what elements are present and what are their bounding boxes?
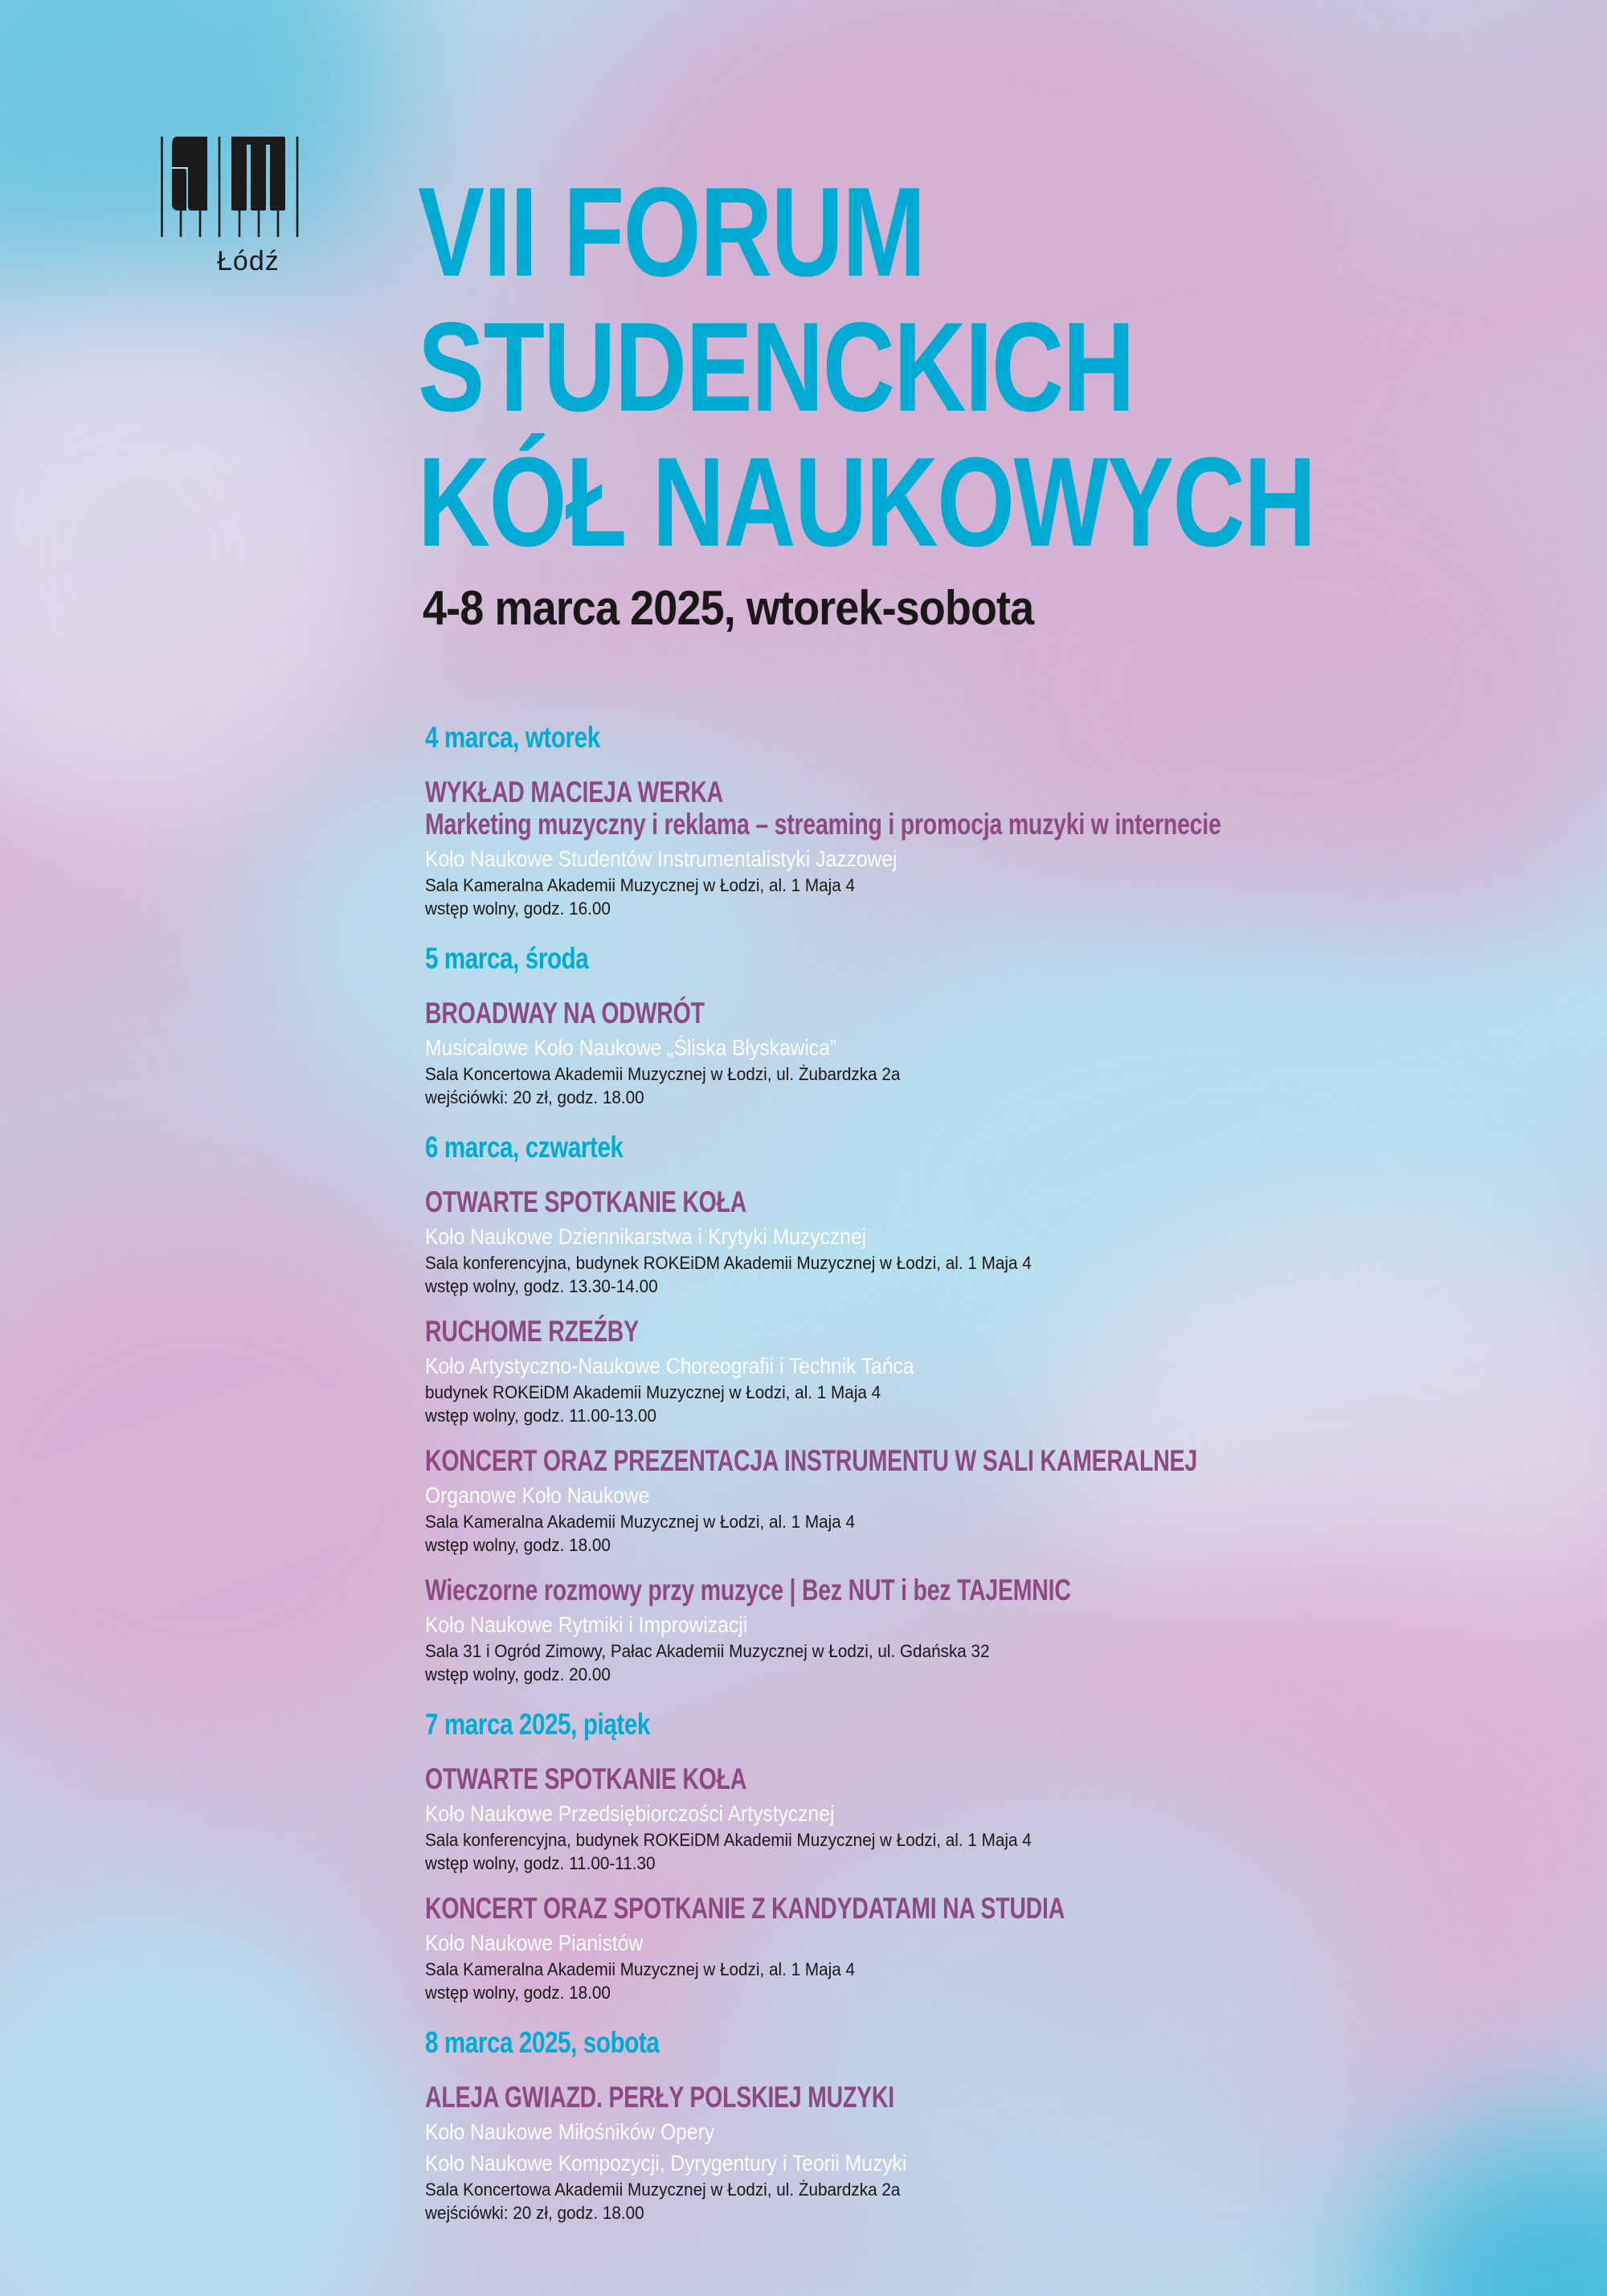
event-item <box>425 1893 1550 2004</box>
event-title: OTWARTE SPOTKANIE KOŁA <box>425 1762 747 1795</box>
day-heading: 6 marca, czwartek <box>425 1131 624 1164</box>
event-title: Wieczorne rozmowy przy muzyce | Bez NUT i bez TAJEMNIC <box>425 1574 1071 1606</box>
day-heading: 7 marca 2025, piątek <box>425 1708 650 1741</box>
event-club: Koło Naukowe Rytmiki i Improwizacji <box>425 1612 748 1637</box>
event-item <box>425 776 1550 920</box>
event-title: KONCERT ORAZ PREZENTACJA INSTRUMENTU W SALI KAMERALNEJ <box>425 1444 1197 1477</box>
event-venue: Sala Kameralna Akademii Muzycznej w Łodzi, al. 1 Maja 4 <box>425 1512 856 1532</box>
event-venue: Sala Koncertowa Akademii Muzycznej w Łodzi, ul. Żubardzka 2a <box>425 1064 901 1084</box>
event-venue: Sala konferencyjna, budynek ROKEiDM Akademii Muzycznej w Łodzi, al. 1 Maja 4 <box>425 1830 1032 1850</box>
academy-logo <box>161 137 299 241</box>
event-title: BROADWAY NA ODWRÓT <box>425 997 705 1029</box>
event-info: wstęp wolny, godz. 11.00-11.30 <box>425 1853 656 1873</box>
event-venue: Sala 31 i Ogród Zimowy, Pałac Akademii Muzycznej w Łodzi, ul. Gdańska 32 <box>425 1641 990 1661</box>
event-club: Koło Naukowe Pianistów <box>425 1930 644 1955</box>
day-heading: 4 marca, wtorek <box>425 721 600 754</box>
event-subtitle: Marketing muzyczny i reklama – streaming i promocja muzyki w internecie <box>425 808 1221 841</box>
event-club: Koło Naukowe Kompozycji, Dyrygentury i Teorii Muzyki <box>425 2151 907 2175</box>
event-venue: Sala konferencyjna, budynek ROKEiDM Akademii Muzycznej w Łodzi, al. 1 Maja 4 <box>425 1253 1032 1273</box>
event-club: Organowe Koło Naukowe <box>425 1483 650 1508</box>
event-item <box>425 2081 1550 2224</box>
event-club: Koło Naukowe Miłośników Opery <box>425 2119 715 2144</box>
day-section <box>425 1132 1550 1686</box>
event-title: RUCHOME RZEŹBY <box>425 1315 639 1348</box>
event-info: wstęp wolny, godz. 13.30-14.00 <box>425 1276 658 1296</box>
date-range: 4-8 marca 2025, wtorek-sobota <box>423 581 1034 635</box>
event-venue: Sala Kameralna Akademii Muzycznej w Łodzi, al. 1 Maja 4 <box>425 1959 856 1979</box>
event-title: ALEJA GWIAZD. PERŁY POLSKIEJ MUZYKI <box>425 2081 894 2114</box>
event-club: Koło Naukowe Przedsiębiorczości Artystycznej <box>425 1801 835 1826</box>
event-item <box>425 997 1550 1109</box>
event-club: Musicalowe Koło Naukowe „Śliska Błyskawica” <box>425 1035 837 1060</box>
event-info: wstęp wolny, godz. 16.00 <box>425 898 611 919</box>
day-section <box>425 722 1550 920</box>
page-title <box>418 162 1315 573</box>
day-section <box>425 2027 1550 2224</box>
event-item <box>425 1763 1550 1875</box>
event-venue: budynek ROKEiDM Akademii Muzycznej w Łodzi, al. 1 Maja 4 <box>425 1382 881 1402</box>
piano-keys-logo-icon <box>161 137 299 241</box>
event-item <box>425 1316 1550 1427</box>
event-venue: Sala Kameralna Akademii Muzycznej w Łodzi, al. 1 Maja 4 <box>425 875 856 895</box>
logo-city-label: Łódź <box>217 246 280 276</box>
event-club: Koło Naukowe Studentów Instrumentalistyki Jazzowej <box>425 846 898 871</box>
event-info: wstęp wolny, godz. 18.00 <box>425 1983 611 2003</box>
event-title: OTWARTE SPOTKANIE KOŁA <box>425 1185 747 1218</box>
schedule <box>425 722 1550 2247</box>
event-item <box>425 1445 1550 1557</box>
event-club: Koło Naukowe Dziennikarstwa i Krytyki Muzycznej <box>425 1224 867 1249</box>
event-item <box>425 1574 1550 1686</box>
event-info: wstęp wolny, godz. 11.00-13.00 <box>425 1406 657 1426</box>
event-venue: Sala Koncertowa Akademii Muzycznej w Łodzi, ul. Żubardzka 2a <box>425 2179 901 2200</box>
event-info: wejściówki: 20 zł, godz. 18.00 <box>425 1087 644 1107</box>
day-section <box>425 1709 1550 2004</box>
day-section <box>425 943 1550 1109</box>
title-line-3: KÓŁ NAUKOWYCH <box>418 432 1315 573</box>
title-line-1: VII FORUM <box>418 162 925 303</box>
event-info: wstęp wolny, godz. 20.00 <box>425 1664 611 1684</box>
event-info: wejściówki: 20 zł, godz. 18.00 <box>425 2203 644 2223</box>
event-title: KONCERT ORAZ SPOTKANIE Z KANDYDATAMI NA STUDIA <box>425 1892 1065 1925</box>
event-club: Koło Artystyczno-Naukowe Choreografii i Technik Tańca <box>425 1353 914 1378</box>
day-heading: 8 marca 2025, sobota <box>425 2026 660 2059</box>
event-info: wstęp wolny, godz. 18.00 <box>425 1535 611 1555</box>
event-title: WYKŁAD MACIEJA WERKA <box>425 776 724 808</box>
title-line-2: STUDENCKICH <box>418 297 1135 438</box>
event-item <box>425 1186 1550 1298</box>
day-heading: 5 marca, środa <box>425 942 589 975</box>
